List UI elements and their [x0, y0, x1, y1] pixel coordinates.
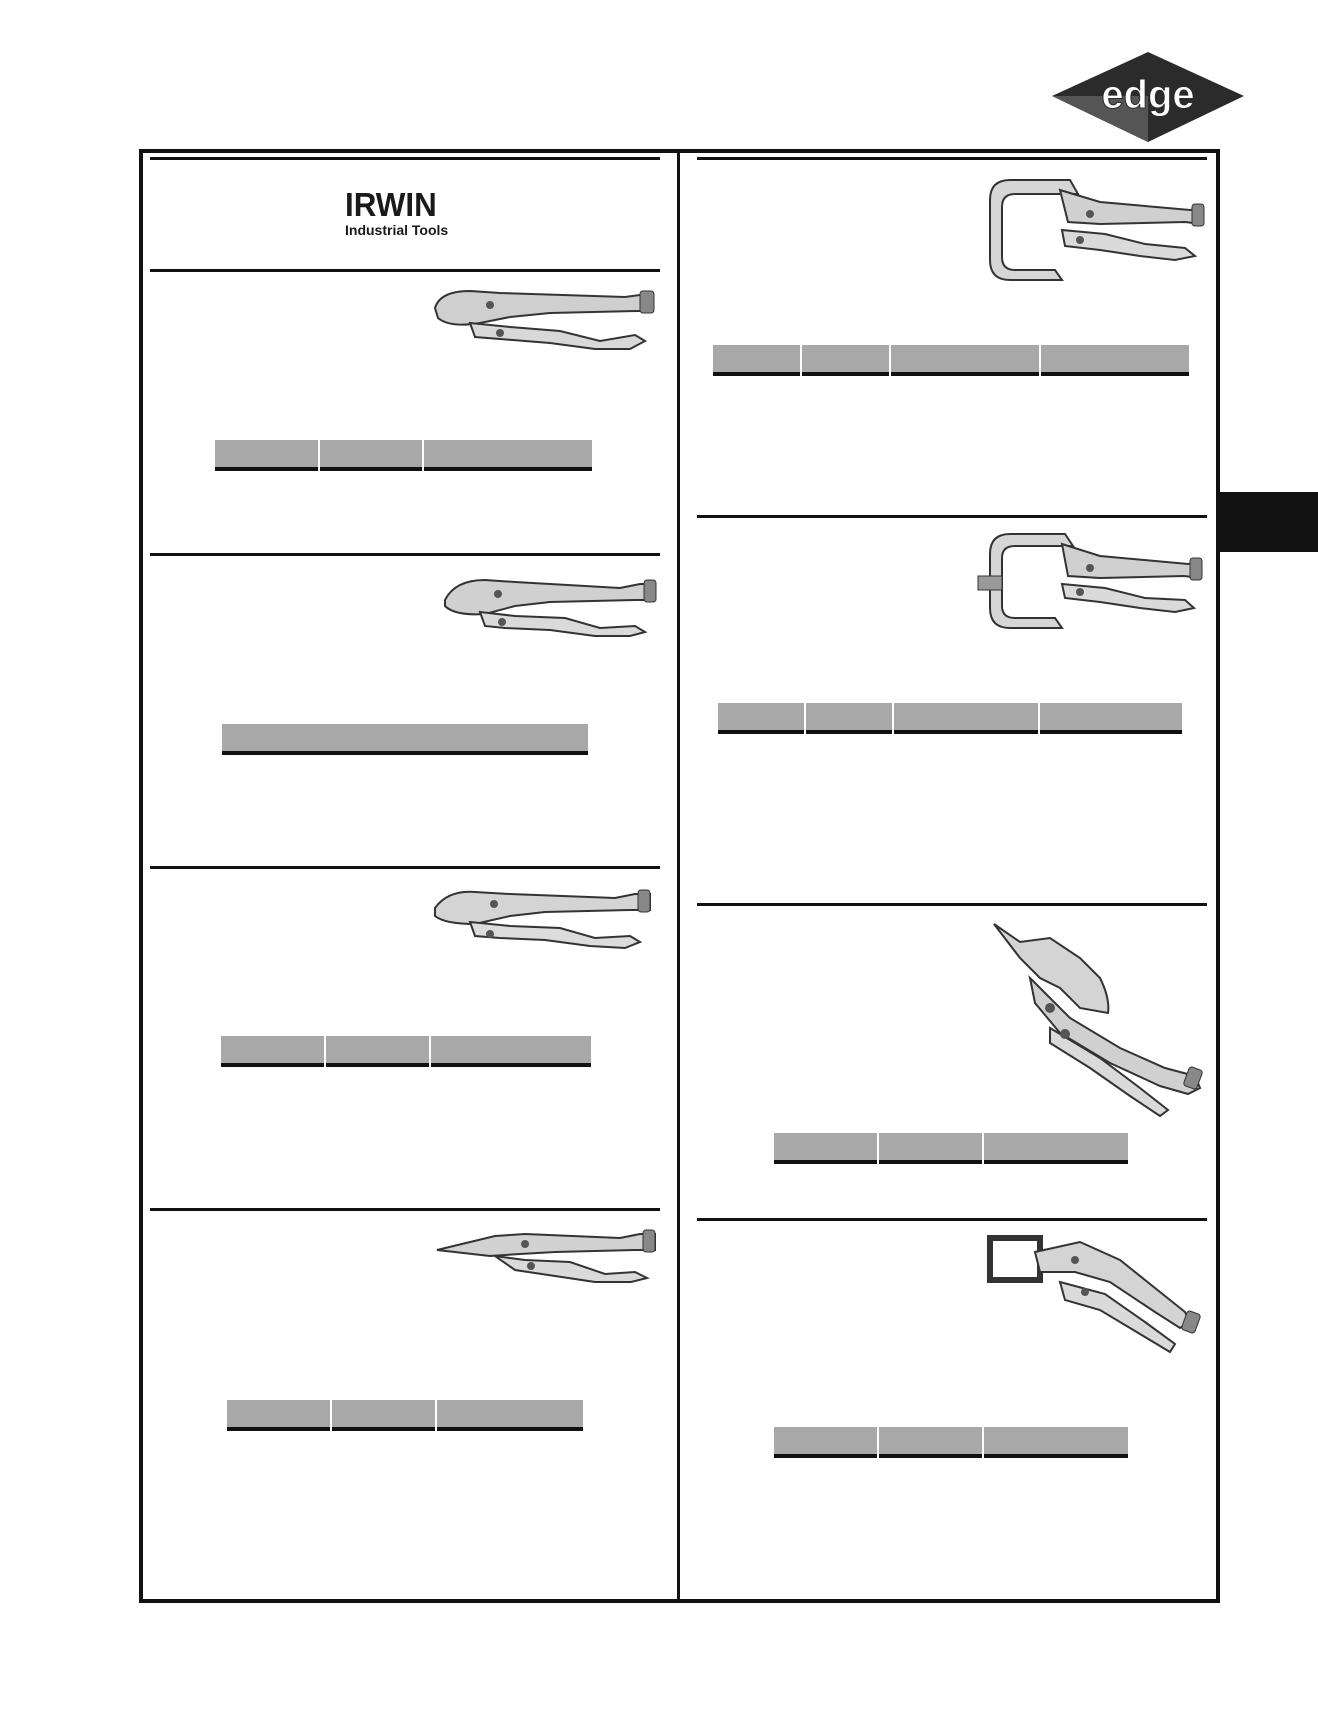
- column-divider: [677, 149, 680, 1603]
- section-rule: [697, 515, 1207, 518]
- table-header-cell: [774, 1133, 877, 1164]
- spec-table-header: [713, 345, 1189, 376]
- spec-table-header: [221, 1036, 591, 1067]
- table-header-cell: [891, 345, 1039, 376]
- table-header-cell: [894, 703, 1038, 734]
- table-header-cell: [222, 724, 588, 755]
- table-header-cell: [1040, 703, 1182, 734]
- section-rule: [150, 1208, 660, 1211]
- curved-jaw-cutter-pliers-image: [430, 880, 660, 950]
- table-header-cell: [1041, 345, 1189, 376]
- table-header-cell: [984, 1427, 1128, 1458]
- section-rule: [150, 553, 660, 556]
- table-header-cell: [713, 345, 800, 376]
- table-header-cell: [879, 1133, 982, 1164]
- edge-logo: [1050, 50, 1246, 146]
- table-header-cell: [718, 703, 804, 734]
- c-clamp-regular-tip-image: [980, 172, 1208, 290]
- curved-jaw-pliers-image: [440, 570, 660, 638]
- section-rule: [150, 866, 660, 869]
- table-header-cell: [437, 1400, 583, 1431]
- c-clamp-swivel-pad-image: [970, 528, 1208, 638]
- spec-table-header: [215, 440, 592, 471]
- brand-subtitle: Industrial Tools: [345, 222, 449, 238]
- welding-clamp-image: [990, 918, 1208, 1118]
- spec-table-header: [774, 1427, 1128, 1458]
- table-header-cell: [215, 440, 318, 471]
- svg-text:edge: edge: [1101, 73, 1195, 117]
- table-header-cell: [984, 1133, 1128, 1164]
- sheet-metal-tool-image: [980, 1232, 1208, 1362]
- section-rule: [697, 1218, 1207, 1221]
- table-header-cell: [320, 440, 422, 471]
- table-header-cell: [424, 440, 592, 471]
- straight-jaw-pliers-image: [430, 283, 660, 358]
- section-rule: [697, 903, 1207, 906]
- brand-name: IRWIN: [345, 186, 437, 223]
- section-rule: [697, 157, 1207, 160]
- spec-table-header: [222, 724, 588, 755]
- table-header-cell: [332, 1400, 435, 1431]
- long-nose-pliers-image: [435, 1222, 660, 1284]
- table-header-cell: [431, 1036, 591, 1067]
- table-header-cell: [806, 703, 892, 734]
- spec-table-header: [227, 1400, 583, 1431]
- spec-table-header: [774, 1133, 1128, 1164]
- table-header-cell: [326, 1036, 429, 1067]
- irwin-logo: [345, 188, 448, 238]
- table-header-cell: [802, 345, 889, 376]
- section-rule: [150, 157, 660, 160]
- table-header-cell: [221, 1036, 324, 1067]
- spec-table-header: [718, 703, 1182, 734]
- table-header-cell: [774, 1427, 877, 1458]
- table-header-cell: [879, 1427, 982, 1458]
- table-header-cell: [227, 1400, 330, 1431]
- section-rule: [150, 269, 660, 272]
- section-tab: [1220, 492, 1318, 552]
